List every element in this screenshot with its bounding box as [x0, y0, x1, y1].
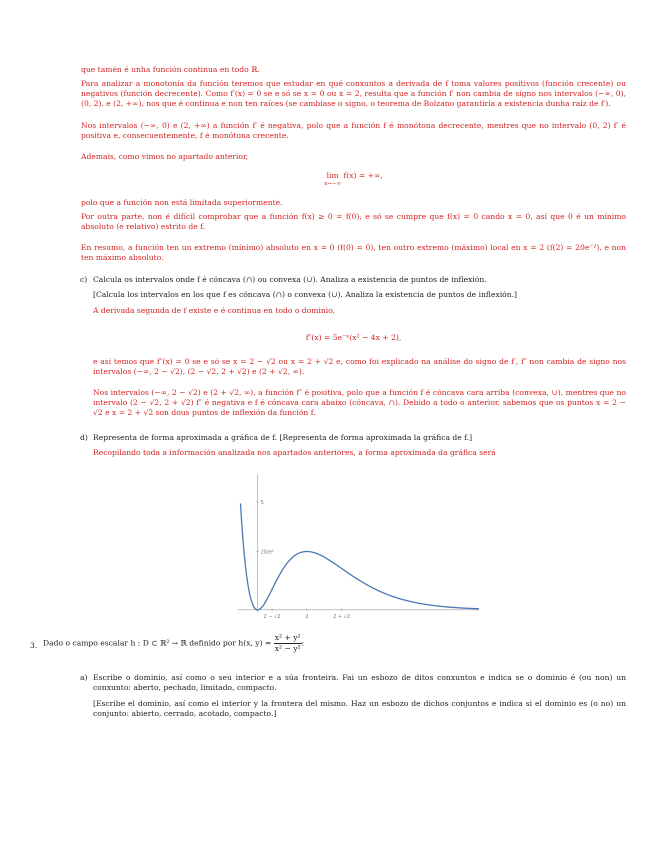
equation-second-derivative: f″(x) = 5e⁻ˣ(x² − 4x + 2), — [305, 333, 402, 342]
function-fraction — [274, 633, 302, 654]
part-a-label: a) — [80, 673, 88, 682]
y-tick-label: 20/e² — [260, 549, 274, 556]
part-c-answer-concavity: Nos intervalos (−∞, 2 − √2) e (2 + √2, ∞), a función f″ é positiva, polo que a función f é cóncava cara arriba (convexa, ∪), mentres que no intervalo (2 − √2, 2 + √2) f″ é negativa e f é cóncava cara abaixo (cóncava, ∩). Debido a todo o anterior, sabemos que os puntos x = 2 − √2 e x = 2 + √2 son dous puntos de inflexión da función f. — [93, 388, 626, 418]
fraction-numerator: x² + y² — [274, 633, 302, 644]
tick-group — [256, 500, 350, 620]
text-as-seen: Ademais, como vimos no apartado anterior, — [81, 152, 249, 161]
part-a-spanish: [Escribe el dominio, así como el interior y la frontera del mismo. Haz un esbozo de dichos conjuntos e indica si el dominio es (o no) un conjunto: abierto, cerrado, acotado, compacto.] — [93, 699, 626, 719]
part-d-answer: Recopilando toda a información analizada nos apartados anteriores, a forma aproximada da gráfica será — [93, 448, 496, 457]
text-monotony-intervals: Nos intervalos (−∞, 0) e (2, +∞) a función f′ é negativa, polo que a función f é monótona decrecente, mentres que no intervalo (0, 2) f′ é positiva e, consecuentemente, f é monótona crecente. — [81, 121, 626, 141]
text-not-bounded: polo que a función non está limitada superiormente. — [81, 198, 283, 207]
part-d-question-line — [93, 433, 626, 443]
text-continuity: que tamén é unha función continua en todo ℝ. — [81, 65, 260, 74]
x-tick-label: 2 — [305, 613, 309, 620]
text-minimum: Por outra parte, non é difícil comprobar que a función f(x) ≥ 0 = f(0), e só se cumpre que f(x) = 0 cando x = 0, así que 0 é un mínimo absoluto (e relativo) estrito de f. — [81, 212, 626, 232]
question-3-colon: : — [301, 638, 305, 648]
limit-subscript: x→−∞ — [324, 181, 342, 188]
text-summary: En resumo, a función ten un extremo (mínimo) absoluto en x = 0 (f(0) = 0), ten outro extremo (máximo) local en x = 2 (f(2) = 20e⁻²), e non ten máximo absoluto. — [81, 243, 626, 263]
y-tick-label: 5 — [260, 500, 264, 507]
part-c-answer-intro: A derivada segunda de f existe e é continua en todo o dominio, — [93, 306, 336, 315]
fraction-denominator: x² − y² — [274, 644, 301, 654]
part-c-answer-zeros: e así temos que f″(x) = 0 se e só se x = 2 − √2 ou x = 2 + √2 e, como foi explicado na análise do signo de f′, f″ non cambia de signo nos intervalos (−∞, 2 − √2), (2 − √2, 2 + √2) e (2 + √2, ∞). — [93, 357, 626, 377]
part-c-question: Calcula os intervalos onde f é cóncava (∩) ou convexa (∪). Analiza a existencia de puntos de inflexión. — [93, 275, 487, 284]
function-graph — [230, 470, 485, 630]
limit-operator: lim — [326, 171, 339, 180]
part-d-spanish: [Representa de forma aproximada la gráfica de f.] — [279, 433, 473, 442]
x-tick-label: 2 + √2 — [333, 613, 351, 620]
question-3-intro — [43, 633, 304, 654]
equation-limit — [81, 171, 626, 187]
question-3-text: Dado o campo escalar h : D ⊂ ℝ² → ℝ definido por h(x, y) = — [43, 638, 272, 648]
limit-rest: f(x) = +∞, — [343, 171, 383, 180]
x-tick-label: 2 − √2 — [263, 613, 281, 620]
text-monotony-analysis: Para analizar a monotonía da función teremos que estudar en qué conxuntos a derivada de f toma valores positivos (función crecente) ou negativos (función decrecente). Como f′(x) = 0 se e só se x = 0 ou x = 2, resulta que a función f′ non cambia de signo nos intervalos (−∞, 0), (0, 2), e (2, +∞), nos que é continua e non ten raíces (se cambiase o signo, o teorema de Bolzano garantiría a existencia dunha raíz de f′). — [81, 79, 626, 109]
part-c-label: c) — [80, 275, 88, 284]
part-a-question: Escribe o dominio, así como o seu interior e a súa fronteira. Fai un esbozo de ditos conxuntos e indica se o dominio é (ou non) un conxunto: aberto, pechado, limitado, compacto. — [93, 673, 626, 693]
part-d-label: d) — [80, 433, 88, 442]
part-d-question: Representa de forma aproximada a gráfica de f. — [93, 433, 278, 442]
function-curve — [240, 503, 479, 609]
part-c-spanish: [Calcula los intervalos en los que f es cóncava (∩) o convexa (∪). Analiza la existencia de puntos de inflexión.] — [93, 290, 518, 299]
question-3-number: 3. — [30, 641, 38, 650]
